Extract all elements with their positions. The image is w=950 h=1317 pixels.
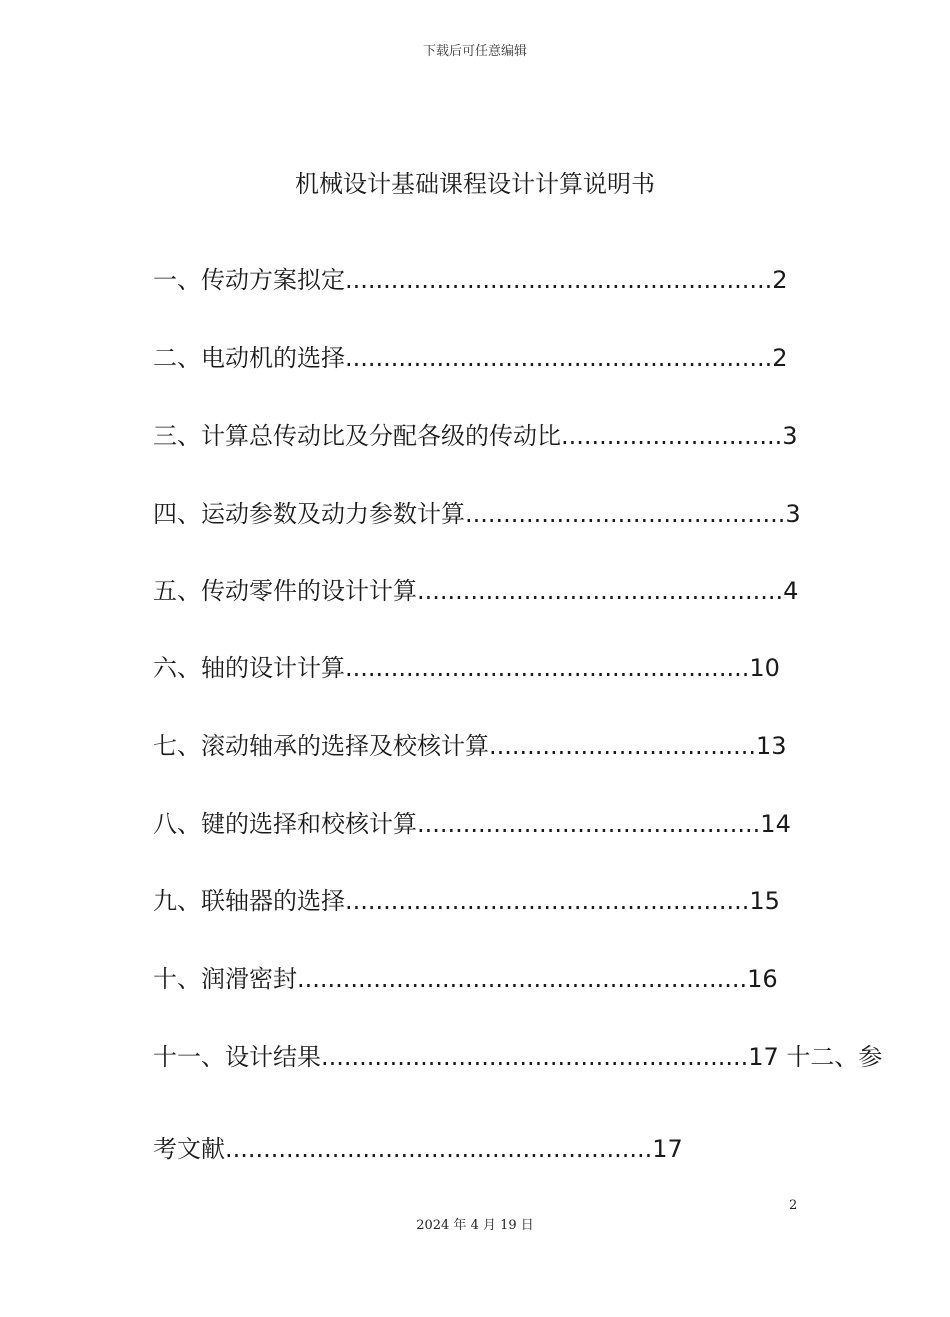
toc-entry: 六、轴的设计计算.....................................................10 — [153, 654, 780, 682]
toc-entry: 七、滚动轴承的选择及校核计算...................................13 — [153, 732, 787, 760]
toc-entry: 八、键的选择和校核计算.............................................14 — [153, 810, 791, 838]
page-header: 下载后可任意编辑 — [422, 44, 527, 59]
toc-entry: 二、电动机的选择........................................................2 — [153, 344, 788, 372]
toc-entry: 五、传动零件的设计计算................................................4 — [153, 577, 799, 605]
page-footer: 2024 年 4 月 19 日 — [416, 1218, 534, 1233]
toc-entry: 一、传动方案拟定........................................................2 — [153, 266, 788, 294]
toc-entry: 十、润滑密封...........................................................16 — [153, 965, 778, 993]
toc-entry: 四、运动参数及动力参数计算..........................................3 — [153, 500, 801, 528]
toc-entry: 九、联轴器的选择.....................................................15 — [153, 887, 780, 915]
toc-entry: 三、计算总传动比及分配各级的传动比.............................3 — [153, 422, 798, 450]
page-number: 2 — [789, 1198, 798, 1213]
document-title: 机械设计基础课程设计计算说明书 — [295, 170, 655, 198]
toc-entry: 考文献........................................................17 — [153, 1135, 683, 1163]
toc-entry: 十一、设计结果........................................................17 十二、参 — [153, 1043, 883, 1071]
